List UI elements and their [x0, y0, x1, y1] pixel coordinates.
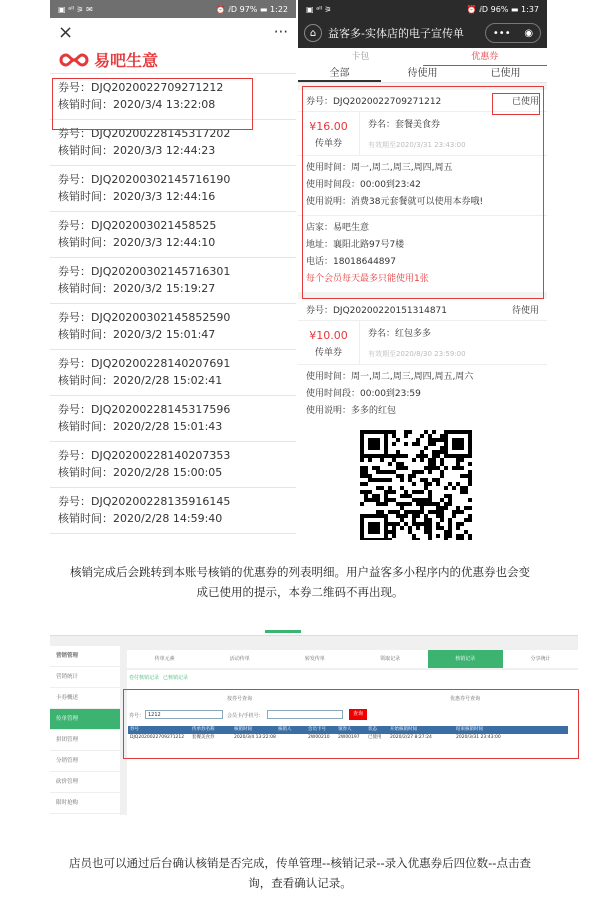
coupon-label: 券号：	[58, 127, 91, 140]
list-item[interactable]	[50, 488, 296, 534]
sidebar-item-flyers[interactable]: 传单管理	[50, 709, 120, 730]
tab-coupons[interactable]: 优惠券	[423, 48, 548, 66]
qr-code-icon	[360, 430, 472, 540]
verify-time	[58, 188, 296, 205]
tab-pending[interactable]: 待使用	[407, 68, 438, 79]
time-label: 核销时间：	[58, 466, 113, 479]
table-cell: 2W00197	[338, 735, 360, 740]
time-label: 核销时间：	[58, 512, 113, 525]
time-label: 核销时间：	[58, 374, 113, 387]
verify-time	[58, 142, 296, 159]
coupon-label: 券号：	[58, 495, 91, 508]
tab-verify-records[interactable]: 核销记录	[428, 650, 503, 668]
table-cell: 2020/2/27 8:27:24	[390, 735, 432, 740]
coupon-number-input[interactable]: 1212	[145, 710, 223, 719]
more-icon[interactable]: ···	[273, 23, 288, 41]
top-tabs	[298, 48, 547, 66]
verify-time	[58, 510, 296, 527]
coupon-price: ¥16.00	[309, 120, 348, 133]
section-left-title: 按券号查询	[227, 696, 253, 702]
list-item[interactable]	[50, 212, 296, 258]
time-value: 2020/3/2 15:01:47	[113, 328, 216, 341]
coupon-value: DJQ20200228140207353	[91, 449, 231, 462]
status-right: ⏰ ⅈD 97% ▬ 1:22	[215, 4, 288, 14]
coupon-value: DJQ20200228135916145	[91, 495, 231, 508]
coupon-code: 券号：DJQ2020022709271212	[306, 97, 442, 107]
time-label: 核销时间：	[58, 282, 113, 295]
sidebar-item-stats[interactable]: 营销统计	[50, 667, 120, 688]
time-label: 核销时间：	[58, 420, 113, 433]
coupon-code	[58, 171, 296, 188]
coupon-label: 券号：	[58, 173, 91, 186]
coupon-value: DJQ20200302145716190	[91, 173, 231, 186]
status-badge: 待使用	[511, 306, 539, 316]
more-icon[interactable]: •••	[492, 27, 511, 39]
accent-bar	[265, 630, 301, 633]
time-label: 核销时间：	[58, 236, 113, 249]
column-header[interactable]: 结束核销时间	[456, 727, 483, 732]
coupon-value: DJQ20200228145317202	[91, 127, 231, 140]
page-title: 益客多-实体店的电子宣传单	[328, 27, 464, 40]
column-header[interactable]: 核销人	[278, 727, 292, 732]
usage-note: 使用说明：消费38元套餐就可以使用本券哦!	[306, 197, 484, 207]
nav-header	[50, 18, 296, 46]
time-value: 2020/3/3 12:44:23	[113, 144, 216, 157]
brand-logo	[50, 46, 296, 74]
caption-line: 成已使用的提示，本券二维码不再出现。	[196, 585, 404, 599]
qr-code	[298, 424, 547, 540]
usage-note: 使用说明：多多的红包	[306, 406, 397, 416]
coupon-code	[58, 263, 296, 280]
admin-sidebar	[50, 646, 120, 816]
coupon-value: DJQ202003021458525	[91, 219, 217, 232]
coupon-label: 券号：	[58, 311, 91, 324]
coupon-kind: 传单券	[314, 348, 342, 358]
coupon-value: DJQ2020022709271212	[91, 81, 224, 94]
coupon-label: 券号：	[58, 265, 91, 278]
coupon-card-pending[interactable]	[298, 299, 547, 540]
coupon-kind: 传单券	[314, 139, 342, 149]
column-header[interactable]: 券号	[130, 727, 139, 732]
verification-record-list	[50, 74, 296, 534]
column-header[interactable]: 领券人	[338, 727, 352, 732]
coupon-value: DJQ20200302145852590	[91, 311, 231, 324]
usage-days: 使用时间：周一,周二,周三,周四,周五,周六	[306, 372, 474, 382]
tab-flyer-elements[interactable]: 传单元素	[154, 656, 175, 662]
status-bar	[50, 0, 296, 18]
list-item[interactable]	[50, 258, 296, 304]
time-value: 2020/3/2 15:19:27	[113, 282, 216, 295]
status-badge: 已使用	[511, 97, 539, 107]
table-cell: DJQ2020022709271212	[130, 735, 185, 740]
sidebar-item-group[interactable]: 拼团管理	[50, 730, 120, 751]
time-value: 2020/2/28 15:01:43	[113, 420, 223, 433]
list-item[interactable]	[50, 304, 296, 350]
list-item[interactable]	[50, 166, 296, 212]
caption-line: 询，查看确认记录。	[248, 876, 352, 890]
usage-days: 使用时间：周一,周二,周三,周四,周五	[306, 163, 453, 173]
column-header[interactable]: 开始核销时间	[390, 727, 417, 732]
highlight-box	[52, 78, 253, 130]
coupon-label: 券号：	[58, 219, 91, 232]
time-label: 核销时间：	[58, 144, 113, 157]
time-value: 2020/3/4 13:22:08	[113, 98, 216, 111]
list-item[interactable]	[50, 396, 296, 442]
column-header[interactable]: 状态	[368, 727, 377, 732]
time-value: 2020/2/28 14:59:40	[113, 512, 223, 525]
store-address: 地址：襄阳北路97号7楼	[306, 240, 405, 250]
breadcrumb[interactable]: 卷付核销记录	[129, 675, 160, 681]
time-label: 核销时间：	[58, 328, 113, 341]
time-label: 核销时间：	[58, 190, 113, 203]
infinity-logo-icon	[58, 52, 90, 68]
coupon-code	[58, 447, 296, 464]
close-target-icon[interactable]: ◉	[524, 27, 534, 39]
status-right: ⏰ ⅈD 96% ▬ 1:37	[466, 4, 539, 14]
highlight-box	[492, 93, 540, 115]
section-right-title: 优惠券号查询	[450, 696, 481, 702]
coupon-field-label: 券号：	[129, 713, 145, 719]
coupon-expiry: 有效期至2020/8/30 23:59:00	[368, 350, 466, 358]
store-name: 店家：易吧生意	[306, 223, 370, 233]
coupon-code	[58, 401, 296, 418]
caption-line: 店员也可以通过后台确认核销是否完成，传单管理--核销记录--录入优惠券后四位数--点击查	[69, 856, 531, 870]
sidebar-item-marketing[interactable]: 营销管理	[50, 646, 120, 667]
query-button[interactable]: 查询	[349, 709, 367, 720]
verify-time	[58, 280, 296, 297]
caption-line: 核销完成后会跳转到本账号核销的优惠券的列表明细。用户益客多小程序内的优惠券也会变	[70, 565, 530, 579]
table-cell: 2020/3/4 13:22:08	[234, 735, 276, 740]
home-icon[interactable]: ⌂	[304, 24, 322, 42]
coupon-label: 券号：	[58, 403, 91, 416]
list-item[interactable]	[50, 442, 296, 488]
time-value: 2020/2/28 15:00:05	[113, 466, 223, 479]
table-cell: 已使用	[368, 735, 382, 740]
tab-claim-records[interactable]: 领取记录	[380, 656, 401, 662]
tab-all[interactable]: 全部	[298, 66, 381, 82]
caption-1	[0, 562, 600, 602]
highlight-box	[123, 689, 579, 759]
miniprogram-header	[298, 18, 547, 48]
caption-2	[0, 853, 600, 893]
status-left: ▣ ᵃˡˡ ⚞	[306, 4, 332, 14]
tab-forward-flyers[interactable]: 转发传单	[304, 656, 325, 662]
verify-time	[58, 372, 296, 389]
coupon-value: DJQ20200302145716301	[91, 265, 231, 278]
list-item[interactable]	[50, 350, 296, 396]
highlight-box	[302, 86, 544, 299]
coupon-label: 券号：	[58, 357, 91, 370]
close-icon[interactable]: ×	[58, 21, 74, 43]
table-cell: 2020/3/31 23:43:00	[456, 735, 501, 740]
coupon-name: 券名：套餐美食券	[368, 120, 441, 130]
tab-active-flyers[interactable]: 活动传单	[229, 656, 250, 662]
column-header[interactable]: 会员卡号	[308, 727, 326, 732]
sidebar-item-bargain[interactable]: 砍价管理	[50, 772, 120, 793]
admin-tabs	[127, 650, 578, 668]
column-header[interactable]: 传单券名称	[192, 727, 215, 732]
admin-backend-screenshot	[50, 635, 578, 815]
capsule-menu[interactable]	[485, 23, 541, 43]
status-bar	[298, 0, 547, 18]
table-cell: 2W00210	[308, 735, 330, 740]
time-value: 2020/2/28 15:02:41	[113, 374, 223, 387]
coupon-code	[58, 217, 296, 234]
sidebar-item-flash-sale[interactable]: 限时抢购	[50, 793, 120, 814]
verify-time	[58, 418, 296, 435]
verify-time	[58, 464, 296, 481]
coupon-value: DJQ20200228140207691	[91, 357, 231, 370]
tab-used[interactable]: 已使用	[490, 68, 521, 79]
usage-hours: 使用时间段：00:00到23:59	[306, 389, 421, 399]
logo-text: 易吧生意	[94, 51, 159, 70]
coupon-label: 券号：	[58, 449, 91, 462]
sidebar-item-coupons[interactable]: 卡券概述	[50, 688, 120, 709]
table-cell: 套餐美食券	[192, 735, 215, 740]
coupon-expiry: 有效期至2020/3/31 23:43:00	[368, 141, 466, 149]
time-label: 核销时间：	[58, 98, 113, 111]
member-field-label: 会员卡/手机号：	[227, 713, 264, 719]
coupon-code	[58, 309, 296, 326]
coupon-price: ¥10.00	[309, 329, 348, 342]
column-header[interactable]: 核销时间	[234, 727, 252, 732]
status-left: ▣ ᵃˡˡ ⚞ ✉	[58, 4, 93, 14]
coupon-value: DJQ20200228145317596	[91, 403, 231, 416]
coupon-code	[58, 493, 296, 510]
sidebar-item-distribution[interactable]: 分销管理	[50, 751, 120, 772]
usage-limit: 每个会员每天最多只能使用1张	[306, 274, 429, 284]
breadcrumb-used[interactable]: 已核销记录	[163, 675, 189, 681]
usage-hours: 使用时间段：00:00到23:42	[306, 180, 421, 190]
tab-share-stats[interactable]: 分享统计	[530, 656, 551, 662]
coupon-label: 券号：	[58, 81, 91, 94]
tab-card-wallet[interactable]: 卡包	[351, 52, 370, 62]
verify-time	[58, 326, 296, 343]
store-phone: 电话：18018644897	[306, 257, 396, 267]
time-value: 2020/3/3 12:44:16	[113, 190, 216, 203]
coupon-code	[58, 355, 296, 372]
verify-time	[58, 234, 296, 251]
time-value: 2020/3/3 12:44:10	[113, 236, 216, 249]
coupon-name: 券名：红包多多	[368, 329, 432, 339]
coupon-code: 券号：DJQ20200220151314871	[306, 306, 448, 316]
filter-tabs	[298, 66, 547, 83]
